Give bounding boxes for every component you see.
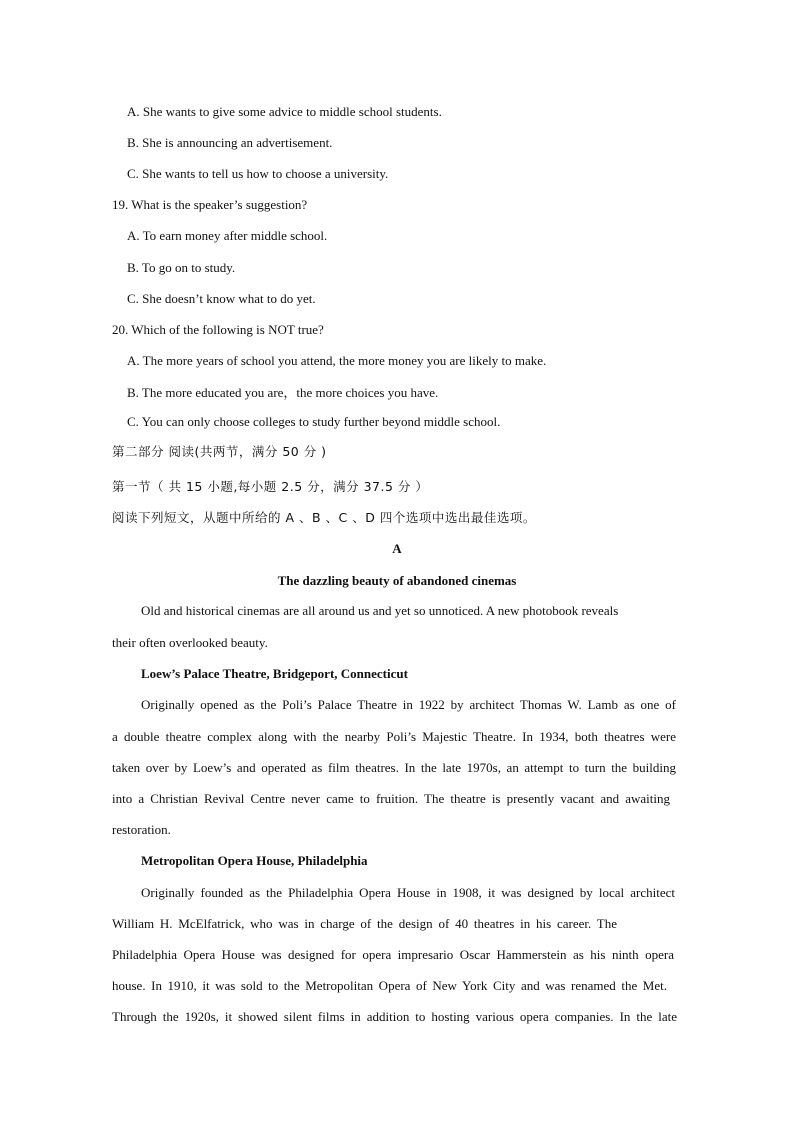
section1-heading: 第一节（ 共 15 小题,每小题 2.5 分，满分 37.5 分 ） <box>112 479 429 494</box>
q20-question: 20. Which of the following is NOT true? <box>112 322 324 337</box>
loews-line-1: Originally opened as the Poli’s Palace Theatre in 1922 by architect Thomas W. Lamb as one of <box>141 697 676 712</box>
loews-line-4: into a Christian Revival Centre never came to fruition. The theatre is presently vacant and awaiting <box>112 791 670 806</box>
q20-option-c: C. You can only choose colleges to study further beyond middle school. <box>127 414 501 429</box>
metropolitan-line-3: Philadelphia Opera House was designed for opera impresario Oscar Hammerstein as his ninth opera <box>112 947 674 962</box>
metropolitan-line-2: William H. McElfatrick, who was in charge of the design of 40 theatres in his career. The <box>112 916 617 931</box>
loews-line-5: restoration. <box>112 822 171 837</box>
part2-heading: 第二部分 阅读(共两节，满分 50 分 ) <box>112 444 327 459</box>
section-title-metropolitan: Metropolitan Opera House, Philadelphia <box>141 853 368 868</box>
metropolitan-line-4: house. In 1910, it was sold to the Metropolitan Opera of New York City and was renamed the Met. <box>112 978 667 993</box>
loews-line-3: taken over by Loew’s and operated as film theatres. In the late 1970s, an attempt to turn the building <box>112 760 676 775</box>
q18-option-a: A. She wants to give some advice to middle school students. <box>127 104 442 119</box>
q19-option-a: A. To earn money after middle school. <box>127 228 328 243</box>
metropolitan-line-1: Originally founded as the Philadelphia Opera House in 1908, it was designed by local architect <box>141 885 675 900</box>
q18-option-c: C. She wants to tell us how to choose a university. <box>127 166 389 181</box>
loews-line-2: a double theatre complex along with the nearby Poli’s Majestic Theatre. In 1934, both theatres were <box>112 729 676 744</box>
reading-instruction: 阅读下列短文，从题中所给的 A 、B 、C 、D 四个选项中选出最佳选项。 <box>112 510 536 525</box>
q20-option-a: A. The more years of school you attend, the more money you are likely to make. <box>127 353 547 368</box>
q19-question: 19. What is the speaker’s suggestion? <box>112 197 308 212</box>
intro-line-2: their often overlooked beauty. <box>112 635 268 650</box>
q19-option-c: C. She doesn’t know what to do yet. <box>127 291 316 306</box>
q18-option-b: B. She is announcing an advertisement. <box>127 135 333 150</box>
q20-option-b: B. The more educated you are，the more choices you have. <box>127 385 439 400</box>
intro-line-1: Old and historical cinemas are all around us and yet so unnoticed. A new photobook reveals <box>141 603 619 618</box>
passage-letter: A <box>392 541 402 556</box>
q19-option-b: B. To go on to study. <box>127 260 236 275</box>
metropolitan-line-5: Through the 1920s, it showed silent films in addition to hosting various opera companies. In the late <box>112 1009 677 1024</box>
passage-title: The dazzling beauty of abandoned cinemas <box>277 573 517 588</box>
section-title-loews: Loew’s Palace Theatre, Bridgeport, Connecticut <box>141 666 408 681</box>
